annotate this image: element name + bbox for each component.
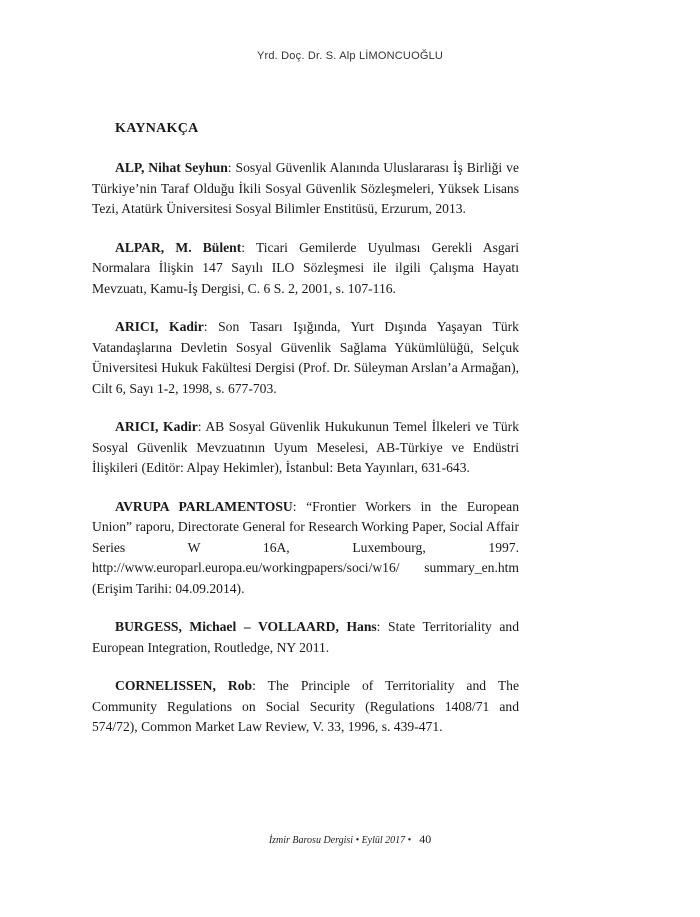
- reference-text: : Son Tasarı Işığında, Yurt Dışında Yaşayan Türk Vatandaşlarına Devletin Sosyal Güvenlik Sağlama Yükümlülüğü, Selçuk Üniversitesi Hukuk Fakültesi Dergisi (Prof. Dr. Süleyman Arslan’a Armağan), Cilt 6, Sayı 1-2, 1998, s. 677-703.: [92, 319, 519, 396]
- reference-entry: [92, 617, 519, 658]
- reference-entry: [92, 676, 519, 738]
- reference-text: : “Frontier Workers in the European Union” raporu, Directorate General for Research Working Paper, Social Affair Series W 16A, Luxembourg, 1997. http://www.europarl.europa.eu/workingpapers/soci/w16/ summary_en.htm (Erişim Tarihi: 04.09.2014).: [92, 498, 519, 596]
- reference-text: : AB Sosyal Güvenlik Hukukunun Temel İlkeleri ve Türk Sosyal Güvenlik Mevzuatının Uyum Meselesi, AB-Türkiye ve Endüstri İlişkileri (Editör: Alpay Hekimler), İstanbul: Beta Yayınları, 631-643.: [92, 419, 520, 475]
- reference-text: : Ticari Gemilerde Uyulması Gerekli Asgari Normalara İlişkin 147 Sayılı ILO Sözleşmesi ile ilgili Çalışma Hayatı Mevzuatı, Kamu-İş Dergisi, C. 6 S. 2, 2001, s. 107-116.: [92, 239, 519, 296]
- reference-entry: [92, 238, 519, 300]
- journal-name: İzmir Barosu Dergisi • Eylül 2017 •: [268, 835, 412, 846]
- section-title: KAYNAKÇA: [115, 121, 199, 136]
- running-header: Yrd. Doç. Dr. S. Alp LİMONCUOĞLU: [256, 50, 444, 62]
- page-number: 40: [419, 832, 432, 846]
- reference-text: : The Principle of Territoriality and The Community Regulations on Social Security (Regulations 1408/71 and 574/72), Common Market Law Review, V. 33, 1996, s. 439-471.: [92, 678, 519, 734]
- reference-author: AVRUPA PARLAMENTOSU: [115, 498, 293, 514]
- reference-author: ARICI, Kadir: [115, 419, 198, 434]
- reference-entry: [92, 417, 519, 479]
- page-footer: [0, 832, 700, 847]
- reference-entry: [92, 497, 519, 600]
- reference-text: : State Territoriality and European Integration, Routledge, NY 2011.: [92, 619, 519, 655]
- reference-text: : Sosyal Güvenlik Alanında Uluslararası İş Birliği ve Türkiye’nin Taraf Olduğu İkili Sosyal Güvenlik Sözleşmeleri, Yüksek Lisans Tezi, Atatürk Üniversitesi Sosyal Bilimler Enstitüsü, Erzurum, 2013.: [92, 160, 519, 216]
- reference-author: ARICI, Kadir: [115, 319, 204, 334]
- reference-author: BURGESS, Michael – VOLLAARD, Hans: [115, 619, 377, 634]
- reference-list: [92, 158, 519, 756]
- reference-author: CORNELISSEN, Rob: [115, 678, 253, 693]
- reference-entry: [92, 158, 519, 220]
- reference-author: ALPAR, M. Bülent: [115, 239, 242, 255]
- reference-author: ALP, Nihat Seyhun: [115, 160, 228, 175]
- reference-entry: [92, 317, 519, 399]
